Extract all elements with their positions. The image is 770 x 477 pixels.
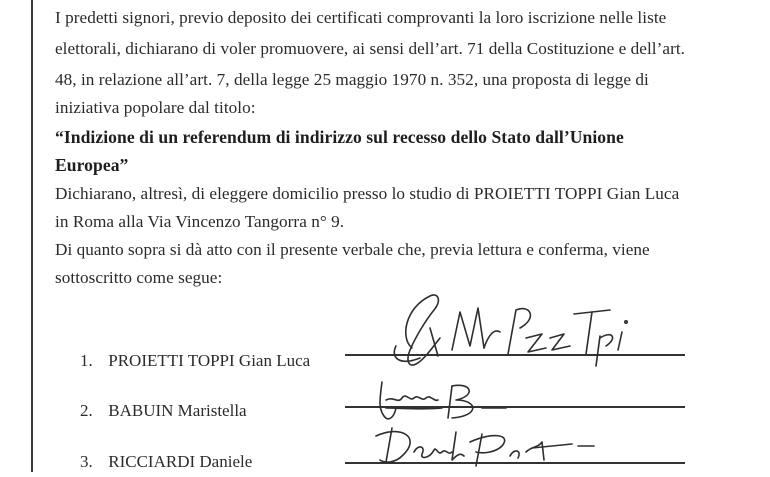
paragraph3-line-2: sottoscritto come segue: — [55, 268, 223, 287]
handwritten-signature-1 — [360, 288, 650, 378]
signer-row-2 — [80, 401, 247, 421]
signer-row-3 — [80, 452, 252, 472]
signer-number: 1. — [80, 351, 93, 370]
signer-name: PROIETTI TOPPI Gian Luca — [108, 351, 311, 370]
signer-row-1 — [80, 351, 310, 371]
signer-name: BABUIN Maristella — [108, 401, 247, 420]
signer-number: 2. — [80, 401, 93, 420]
paragraph1-line-3: 48, in relazione all’art. 7, della legge 25 maggio 1970 n. 352, una proposta di legge di — [55, 70, 649, 89]
handwritten-signature-3 — [372, 422, 612, 477]
paragraph2-line-1: Dichiarano, altresì, di eleggere domicilio presso lo studio di PROIETTI TOPPI Gian Luca — [55, 184, 680, 203]
paragraph1-line-4: iniziativa popolare dal titolo: — [55, 98, 256, 117]
paragraph3-line-1: Di quanto sopra si dà atto con il presente verbale che, previa lettura e conferma, viene — [55, 240, 650, 259]
signer-name: RICCIARDI Daniele — [108, 452, 253, 471]
signer-number: 3. — [80, 452, 93, 471]
paragraph2-line-2: in Roma alla Via Vincenzo Tangorra n° 9. — [55, 212, 345, 231]
paragraph1-line-2: elettorali, dichiarano di voler promuovere, ai sensi dell’art. 71 della Costituzione e dell’art. — [55, 39, 686, 58]
proposal-title-line-1: “Indizione di un referendum di indirizzo sul recesso dello Stato dall’Unione — [55, 127, 624, 147]
paragraph1-line-1: I predetti signori, previo deposito dei certificati comprovanti la loro iscrizione nelle liste — [55, 8, 667, 27]
proposal-title-line-2: Europea” — [55, 155, 129, 175]
